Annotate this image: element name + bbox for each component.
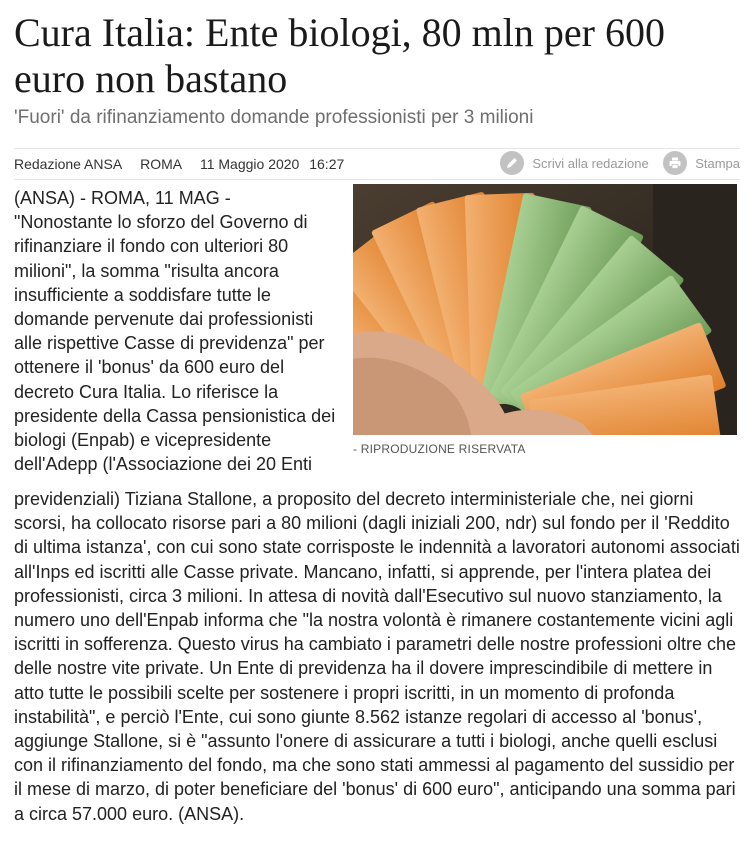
byline <box>14 155 344 173</box>
publish-date: 11 Maggio 2020 <box>199 156 300 172</box>
write-to-editor-button[interactable] <box>500 151 648 175</box>
article-body-lower: previdenziali) Tiziana Stallone, a proposito del decreto interministeriale che, nei giorni scorsi, ha collocato risorse pari a 80 milioni (dagli iniziali 200, ndr) sul fondo per il 'Reddito di ultima istanza', con cui sono state corrisposte le indennità a lavoratori autonomi associati all'Inps ed iscritti alle Casse private. Mancano, infatti, si apprende, per l'intera platea dei professionisti, circa 3 milioni. In attesa di novità dall'Esecutivo sul nuovo stanziamento, la numero uno dell'Enpab informa che "la nostra volontà è rimanere costantemente vicini agli iscritti in sofferenza. Questo virus ha cambiato i parametri delle nostre professioni oltre che delle nostre vite private. Un Ente di previdenza ha il dovere imprescindibile di mettere in atto tutte le possibili scelte per sostenere i propri iscritti, in un momento di profonda instabilità", e perciò l'Ente, cui sono giunte 8.562 istanze regolari di accesso al 'bonus', aggiunge Stallone, si è "assunto l'onere di assicurare a tutti i biologi, anche quelli esclusi con il rifinanziamento del fondo, ma che sono stati ammessi al pagamento del sussidio per il mese di marzo, di poter beneficiare del 'bonus' di 600 euro", anticipando una somma pari a circa 57.000 euro. (ANSA). <box>14 489 740 824</box>
publish-time: 16:27 <box>309 156 345 172</box>
author: Redazione ANSA <box>14 156 123 172</box>
article-body-upper <box>14 186 340 476</box>
article-subtitle: 'Fuori' da rifinanziamento domande professionisti per 3 milioni <box>14 107 534 128</box>
banknotes-photo <box>353 184 737 435</box>
body-paragraph-upper: "Nonostante lo sforzo del Governo di rifinanziare il fondo con ulteriori 80 milioni", la somma "risulta ancora insufficiente a soddisfare tutte le domande pervenute dai professionisti alle rispettive Casse di previdenza" per ottenere il 'bonus' da 600 euro del decreto Cura Italia. Lo riferisce la presidente della Cassa pensionistica dei biologi (Enpab) e vicepresidente dell'Adepp (l'Associazione dei 20 Enti <box>14 212 336 475</box>
photo-caption: - RIPRODUZIONE RISERVATA <box>353 442 526 456</box>
article-figure <box>353 184 737 457</box>
location: ROMA <box>140 156 183 172</box>
article-headline: Cura Italia: Ente biologi, 80 mln per 600 euro non bastano <box>14 10 665 101</box>
print-button[interactable] <box>663 151 740 175</box>
pencil-icon <box>500 151 524 175</box>
printer-icon <box>663 151 687 175</box>
article-meta-bar <box>14 148 740 180</box>
write-to-editor-label: Scrivi alla redazione <box>532 155 649 171</box>
print-label: Stampa <box>695 155 740 171</box>
dateline: (ANSA) - ROMA, 11 MAG - <box>14 188 231 208</box>
article-actions <box>490 151 740 177</box>
